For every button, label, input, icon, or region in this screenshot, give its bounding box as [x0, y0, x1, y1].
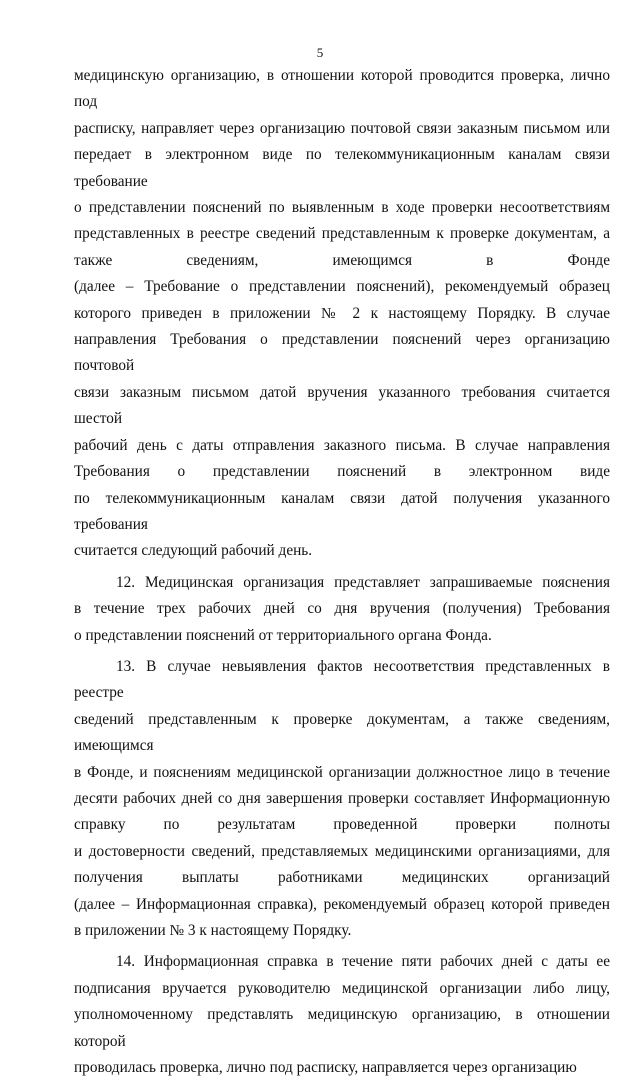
text-line: (далее – Информационная справка), рекомендуемый образец которой приведен: [74, 895, 610, 913]
text-line: десяти рабочих дней со дня завершения проверки составляет Информационную: [74, 789, 610, 807]
text-line: также сведениям, имеющимся в Фонде: [74, 251, 610, 269]
text-line: представленных в реестре сведений представленным к проверке документам, а: [74, 225, 610, 243]
text-line: уполномоченному представлять медицинскую организацию, в отношении которой: [74, 1006, 610, 1050]
text-line: Требования о представлении пояснений в электронном виде: [74, 463, 610, 481]
text-line: и достоверности сведений, представляемых медицинскими организациями, для: [74, 842, 610, 860]
text-line: сведений представленным к проверке документам, а также сведениям, имеющимся: [74, 710, 610, 755]
text-line: по телекоммуникационным каналам связи датой получения указанного требования: [74, 489, 610, 533]
text-line: справку по результатам проведенной проверки полноты: [74, 816, 610, 834]
text-line: которого приведен в приложении № 2 к настоящему Порядку. В случае: [74, 304, 610, 322]
text-line: в течение трех рабочих дней со дня вручения (получения) Требования: [74, 600, 610, 618]
page-number: 5: [316, 45, 324, 60]
text-line: рабочий день с даты отправления заказного письма. В случае направления: [74, 436, 610, 454]
text-line: проводилась проверка, лично под расписку, направляется через организацию: [74, 1059, 577, 1077]
text-line: считается следующий рабочий день.: [74, 542, 313, 560]
text-line: расписку, направляет через организацию почтовой связи заказным письмом или: [74, 119, 610, 137]
text-line: получения выплаты работниками медицинских организаций: [74, 869, 610, 887]
text-line: о представлении пояснений по выявленным в ходе проверки несоответствиям: [74, 199, 610, 217]
text-line: в Фонде, и пояснениям медицинской организации должностное лицо в течение: [74, 763, 610, 781]
text-line: направления Требования о представлении пояснений через организацию почтовой: [74, 331, 610, 375]
text-line: медицинскую организацию, в отношении которой проводится проверка, лично под: [74, 67, 610, 111]
text-line: связи заказным письмом датой вручения указанного требования считается шестой: [74, 383, 610, 428]
text-line: 14. Информационная справка в течение пяти рабочих дней с даты ее: [116, 953, 610, 971]
text-line: о представлении пояснений от территориального органа Фонда.: [74, 626, 492, 644]
paragraph: [74, 570, 610, 649]
text-line: 13. В случае невыявления фактов несоответствия представленных в реестре: [74, 657, 610, 702]
text-line: (далее – Требование о представлении пояснений), рекомендуемый образец: [74, 278, 610, 296]
text-line: 12. Медицинская организация представляет запрашиваемые пояснения: [116, 573, 610, 591]
text-line: передает в электронном виде по телекоммуникационным каналам связи требование: [74, 146, 610, 190]
text-line: в приложении № 3 к настоящему Порядку.: [74, 922, 352, 939]
paragraph: [74, 63, 610, 565]
document-body: [74, 63, 610, 1081]
text-line: подписания вручается руководителю медицинской организации либо лицу,: [74, 979, 610, 997]
paragraph: [74, 654, 610, 944]
paragraph: [74, 949, 610, 1081]
